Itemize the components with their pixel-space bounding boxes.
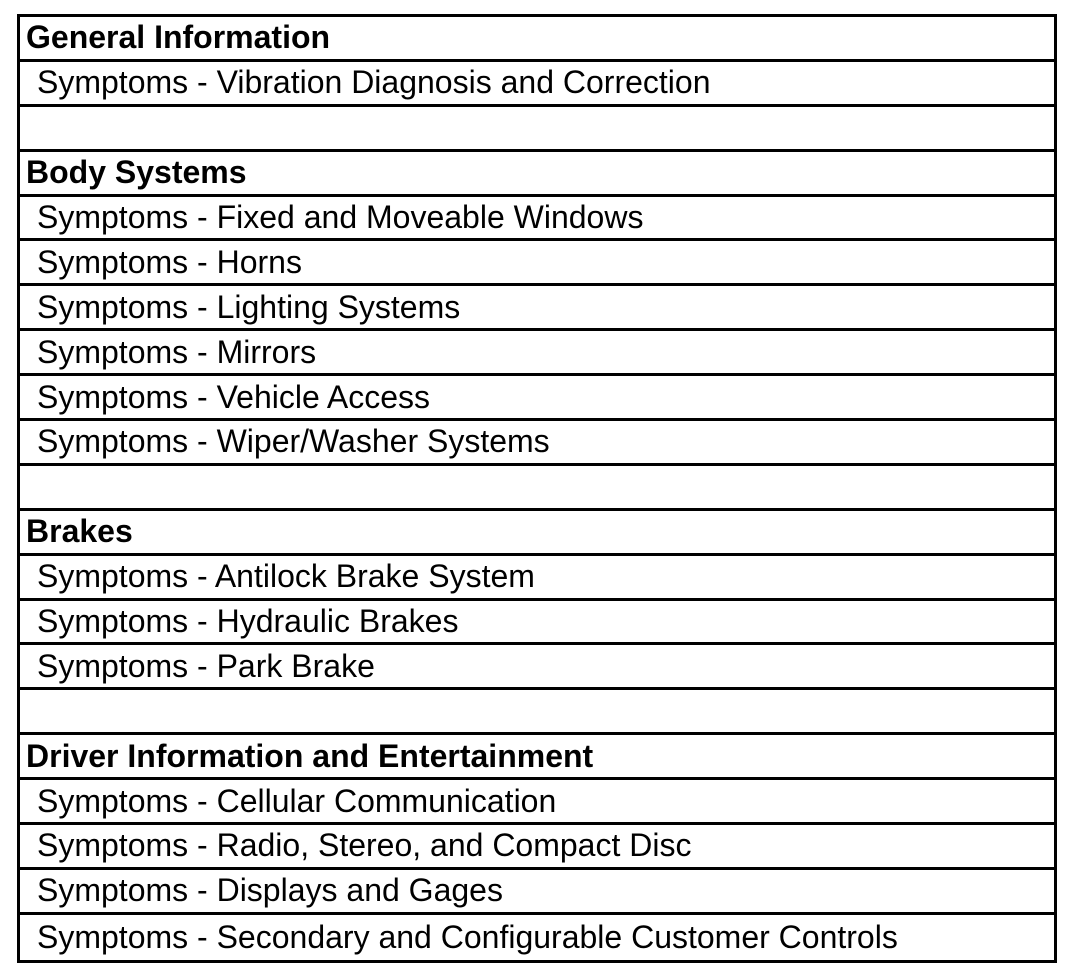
table-row-symptom[interactable]: Symptoms - Park Brake (20, 645, 1054, 690)
spacer-row (20, 466, 1054, 511)
table-row-symptom[interactable]: Symptoms - Vibration Diagnosis and Correction (20, 62, 1054, 107)
table-row-symptom[interactable]: Symptoms - Secondary and Configurable Customer Controls (37, 918, 898, 955)
table-row-symptom[interactable]: Symptoms - Lighting Systems (20, 286, 1054, 331)
spacer-row (20, 107, 1054, 152)
table-row-symptom[interactable]: Symptoms - Vehicle Access (20, 376, 1054, 421)
table-row-symptom[interactable]: Symptoms - Wiper/Washer Systems (20, 421, 1054, 466)
table-row-symptom[interactable]: Symptoms - Cellular Communication (20, 780, 1054, 825)
table-row-symptom[interactable]: Symptoms - Antilock Brake System (20, 556, 1054, 601)
table-row-symptom[interactable]: Symptoms - Fixed and Moveable Windows (20, 197, 1054, 242)
table-row-symptom[interactable]: Symptoms - Horns (20, 241, 1054, 286)
section-heading-body-systems: Body Systems (20, 152, 1054, 197)
section-heading-general-information: General Information (20, 17, 1054, 62)
section-heading-driver-information-and-entertainment: Driver Information and Entertainment (20, 735, 1054, 780)
table-row-symptom[interactable]: Symptoms - Hydraulic Brakes (20, 601, 1054, 646)
spacer-row (20, 690, 1054, 735)
table-row-symptom[interactable]: Symptoms - Mirrors (20, 331, 1054, 376)
symptoms-table (17, 14, 1057, 963)
table-row-symptom[interactable]: Symptoms - Radio, Stereo, and Compact Disc (20, 825, 1054, 870)
table-row-symptom[interactable]: Symptoms - Displays and Gages (20, 870, 1054, 915)
section-heading-brakes: Brakes (20, 511, 1054, 556)
